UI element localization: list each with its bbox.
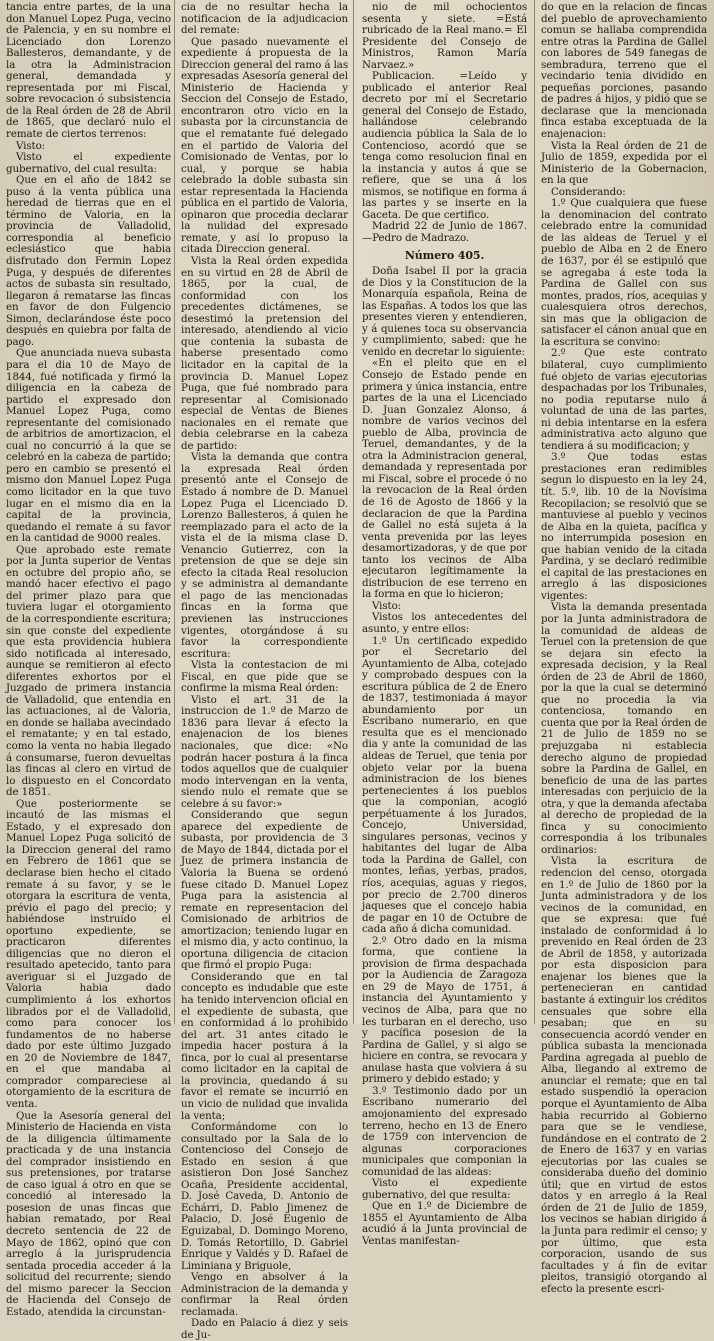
paragraph: Considerando que segun aparece del expediente de subasta, por providencia de 3 de Mayo de 1844, dictada por el Juez de primera instancia de Valoria la Buena se ordenó fuese citado D. Manuel Lopez Puga para la asistencia al remate en representacion del Comisionado de arbitrios de amortizacion; teniendo lugar en el mismo dia, y acto continuo, la oportuna diligencia de citacion que firmó el propio Puga: <box>181 809 348 972</box>
paragraph: Dado en Palacio á diez y seis de Ju- <box>181 1317 348 1341</box>
paragraph: Conformándome con lo consultado por la Sala de lo Contencioso del Consejo de Estado en sesion á que asistieron Don José Sanchez Ocaña, Presidente accidental, D. José Caveda, D. Antonio de Echárri, D. Pablo Jimenez de Palacio, D. José Eugenio de Eguizabal, D. Domingo Moreno, D. Tomás Retortillo, D. Gabriel Enrique y Valdés y D. Rafael de Liminiana y Briguole, <box>181 1121 348 1272</box>
paragraph: Considerando que en tal concepto es indudable que este ha tenido intervencion oficial en el expediente de subasta, que en conformidad á lo prohibido del art. 31 antes citado le impedia hacer postura á la finca, por lo cual al presentarse como licitador en la capital de la provincia, quedando á su favor el remate se incurrió en un vicio de nulidad que invalida la venta; <box>181 970 348 1122</box>
paragraph: Vengo en absolver á la Administracion de la demanda y confirmar la Real órden reclamada. <box>181 1271 348 1318</box>
column-rule <box>353 0 354 1024</box>
paragraph: 2.º Que este contrato bilateral, cuyo cumplimiento fué objeto de varias ejecutorias despachadas por los Tribunales, no podia reputarse nulo á voluntad de una de las partes, ni debia intentarse en la esfera administrativa acto alguno que tendiera á su modificacion; y <box>541 347 707 452</box>
paragraph: 3.º Que todas estas prestaciones eran redimibles segun lo dispuesto en la ley 24, tít. 5.º, lib. 10 de la Novísima Recopilacion; se resolvió que se mantuviese al pueblo y vecinos de Alba en la quieta, pacífica y no interrumpida posesion en que habian venido de la citada Pardina, y se declaró redimible el capital de las prestaciones en arreglo á las disposiciones vigentes: <box>541 451 707 602</box>
paragraph: tancia entre partes, de la una don Manuel Lopez Puga, vecino de Palencia, y en su nombre el Licenciado don Lorenzo Ballesteros, demandante, y de la otra la Administracion general, demandada y representada por mi Fiscal, sobre revocacion ó subsistencia de la Real órden de 28 de Abril de 1865, que declaró nulo el remate de ciertos terrenos: <box>6 1 171 141</box>
paragraph: Vista la Real órden expedida en su virtud en 28 de Abril de 1865, por la cual, de conformidad con los precedentes dictámenes, se desestimó la pretension del interesado, atendiendo al vicio que contenia la subasta de haberse presentado como licitador en la capital de la provincia D. Manuel Lopez Puga, que fué nombrado para representar al Comisionado especial de Ventas de Bienes nacionales en el remate que debia celebrarse en la cabeza de partido: <box>181 255 348 452</box>
column-rule <box>174 0 175 1024</box>
paragraph: Publicacion. =Leído y publicado el anterior Real decreto por mí el Secretario general del Consejo de Estado, hallándose celebrando audiencia pública la Sala de lo Contencioso, acordó que se tenga como resolucion final en la instancia y autos á que se refiere, que se una á los mismos, se notifique en forma á las partes y se inserte en la Gaceta. De que certifico. <box>362 70 527 221</box>
paragraph: Vista la Real órden de 21 de Julio de 1859, expedida por el Ministerio de la Gobernacion, en la que <box>541 139 707 187</box>
paragraph: Que posteriormente se incautó de las mismas el Estado, y el expresado don Manuel Lopez Puga solicitó de la Direccion general del ramo en Febrero de 1861 que se declarase bien hecho el citado remate á su favor, y se le otorgara la escritura de venta, prévio el pago del precio; y habiéndose instruido el oportuno expediente, se practicaron diferentes diligencias que no dieron el resultado apetecido, tanto para averiguar si el Juzgado de Valoria habia dado cumplimiento á los exhortos librados por el de Valladolid, como para conocer los fundamentos de no haberse dado por este último Juzgado en 20 de Noviembre de 1847, en el que mandaba al comprador compareciese al otorgamiento de la escritura de venta. <box>6 797 171 1110</box>
column-3 <box>362 1 527 1247</box>
paragraph: «En el pleito que en el Consejo de Estado pende en primera y única instancia, entre partes de la una el Licenciado D. Juan Gonzalez Alonso, á nombre de varios vecinos del pueblo de Alba, provincia de Teruel, demandantes, y de la otra la Administracion general, demandada y representada por mi Fiscal, sobre el procede ó no la revocacion de la Real órden de 16 de Agosto de 1866 y la declaracion de que la Pardina de Gallel no está sujeta á la venta prevenida por las leyes desamortizadoras, y de que por tanto los vecinos de Alba ejecutaron legítimamente la distribucion de ese terreno en la forma en que lo hicieron; <box>362 357 527 601</box>
column-4 <box>541 1 707 1295</box>
paragraph: 2.º Otro dado en la misma forma, que contiene la provision de firma despachada por la Audiencia de Zaragoza en 29 de Mayo de 1751, á instancia del Ayuntamiento y vecinos de Alba, para que no les turbaran en el derecho, uso y pacífica posesion de la Pardina de Gallel, y si algo se hiciere en contra, se revocara y anulase hasta que volviera á su primero y debido estado; y <box>362 934 527 1086</box>
paragraph: cia de no resultar hecha la notificacion de la adjudicacion del remate: <box>181 1 348 37</box>
paragraph: Vista la contestacion de mi Fiscal, en que pide que se confirme la misma Real órden: <box>181 659 348 695</box>
paragraph: Que aprobado este remate por la Junta superior de Ventas en octubre del propio año, se mandó hacer efectivo el pago del primer plazo para que tuviera lugar el otorgamiento de la correspondiente escritura; sin que conste del expediente que esta providencia hubiera sido notificada al interesado, aunque se remitieron al efecto diferentes exhortos por el Juzgado de primera instancia de Valladolid, que entendia en las actuaciones, al de Valoria, en donde se hallaba avecindado el rematante; y en tal estado, como la venta no habia llegado á consumarse, fueron devueltas las fincas al clero en virtud de lo dispuesto en el Concordato de 1851. <box>6 543 171 799</box>
paragraph: Vista la demanda que contra la expresada Real órden presentó ante el Consejo de Estado á nombre de D. Manuel Lopez Puga el Licenciado D. Lorenzo Ballesteros, á quien he reemplazado para el acto de la vista el de la misma clase D. Venancio Gutierrez, con la pretension de que se deje sin efecto la citada Real resolucion y se administra al demandante el pago de las mencionadas fincas en la forma que previenen las instrucciones vigentes, otorgándose á su favor la correspondiente escritura: <box>181 451 348 660</box>
paragraph: Que en 1.º de Diciembre de 1855 el Ayuntamiento de Alba acudió á la Junta provincial de Ventas manifestan- <box>362 1200 527 1247</box>
paragraph: Vistos los antecedentes del asunto, y entre ellos: <box>362 611 527 635</box>
paragraph: Considerando: <box>551 185 626 198</box>
paragraph: do que en la relacion de fincas del pueblo de aprovechamiento comun se hallaba comprendida entre otras la Pardina de Gallel con labores de 549 fanegas de sembradura, terreno que el vecindario tenia dividido en pequeñas porciones, pasando de padres á hijos, y pidió que se declarase que la mencionada finca estaba exceptuada de la enajenacion: <box>541 1 707 141</box>
paragraph: Visto: <box>16 139 46 152</box>
paragraph: 3.º Testimonio dado por un Escribano numerario del amojonamiento del expresado terreno, hecho en 13 de Enero de 1759 con intervencion de algunas corporaciones municipales que componian la comunidad de las aldeas: <box>362 1084 527 1178</box>
column-rule <box>534 0 535 1024</box>
column-2 <box>181 1 349 1341</box>
paragraph: 1.º Un certificado expedido por el Secretario del Ayuntamiento de Alba, cotejado y comprobado despues con la escritura pública de 2 de Enero de 1837, testimoniada á mayor abundamiento por un Escribano numerario, en que resulta que es el mencionado dia y ante la comunidad de las aldeas de Teruel, que tenia por objeto velar por la buena administracion de los bienes pertenecientes á los pueblos que la componian, acogió perpétuamente á los Jurados, Concejo, Universidad, singulares personas, vecinos y habitantes del lugar de Alba toda la Pardina de Gallel, con montes, leñas, yerbas, prados, ríos, acequias, aguas y riegos, por precio de 2.700 dineros jaqueses que el concejo habia de pagar en 10 de Octubre de cada año á dicha comunidad. <box>362 634 527 936</box>
paragraph: 1.º Que cualquiera que fuese la denominacion del contrato celebrado entre la comunidad de las aldeas de Teruel y el pueblo de Alba en 2 de Enero de 1637, por él se estipuló que se agregaba á este toda la Pardina de Gallel con sus montes, prados, ríos, acequias y cualesquiera otros derechos, sin mas que la obligacion de satisfacer el cánon anual que en la escritura se convino: <box>541 197 707 348</box>
paragraph: Madrid 22 de Junio de 1867.—Pedro de Madrazo. <box>362 220 527 244</box>
paragraph: Visto: <box>372 599 402 612</box>
paragraph: Número 405. <box>404 249 485 263</box>
paragraph: Que la Asesoría general del Ministerio de Hacienda en vista de la diligencia últimamente practicada y de una instancia del comprador insistiendo en sus pretensiones, por tratarse de caso igual á otro en que se concedió al interesado la posesion de unas fincas que habian rematado, por Real decreto sentencia de 22 de Mayo de 1862, opinó que con arreglo á la jurisprudencia sentada procedia acceder á la solicitud del recurrente; siendo del mismo parecer la Seccion de Hacienda del Consejo de Estado, atendida la circunstan- <box>6 1109 171 1318</box>
paragraph: Vista la demanda presentada por la Junta administradora de la comunidad de aldeas de Teruel con la pretension de que se dejara sin efecto la expresada decision, y la Real órden de 23 de Abril de 1860, por la que la cual se determinó que no procedia la via contenciosa, tomando en cuenta que por la Real órden de 21 de Julio de 1859 no se prejuzgaba ni establecia derecho alguno de propiedad sobre la Pardina de Gallel, en beneficio de una de las partes interesadas con perjuicio de la otra, y que la demanda afectaba al derecho de propiedad de la finca y su conocimiento correspondia á los tribunales ordinarios: <box>541 601 707 856</box>
paragraph: Vista la escritura de redencion del censo, otorgada en 1.º de Julio de 1860 por la Junta administradora y de los vecinos de la comunidad, en que se expresa: que fué instalado de conformidad á lo prevenido en Real órden de 23 de Abril de 1858, y autorizada por esta disposicion para enajenar los bienes que la pertenecieran en cantidad bastante á extinguir los créditos censuales que sobre ella pesaban; que en su consecuencia acordó vender en pública subasta la mencionada Pardina agregada al pueblo de Alba, llegando al extremo de anunciar el remate; que en tal estado suspendió la operacion porque el Ayuntamiento de Alba habia recurrido al Gobierno para que se le vendiese, fundándose en el contrato de 2 de Enero de 1637 y en varias ejecutorias por las cuales se consideraba dueño del dominio útil; que en virtud de estos datos y en arreglo á la Real órden de 21 de Julio de 1859, los vecinos se habian dirigido á la Junta para redimir el censo; y por último, que esta corporacion, usando de sus facultades y á fin de evitar pleitos, transigió otorgando al efecto la presente escri- <box>541 855 707 1295</box>
paragraph: Visto el art. 31 de la instruccion de 1.º de Marzo de 1836 para llevar á efecto la enajenacion de los bienes nacionales, que dice: «No podrán hacer postura á la finca todos aquellos que de cualquier modo intervengan en la venta, siendo nulo el remate que se celebre á su favor:» <box>181 693 348 810</box>
column-1 <box>6 1 171 1318</box>
paragraph: Que pasado nuevamente el expediente á propuesta de la Direccion general del ramo á las expresadas Asesoría general del Ministerio de Hacienda y Seccion del Consejo de Estado, encontraron otro vicio en la subasta por la circunstancia de que el rematante fué delegado en el partido de Valoria del Comisionado de Ventas, por lo cual, y porque se habia celebrado la doble subasta sin estar representada la Hacienda pública en el partido de Valoria, opinaron que procedia declarar la nulidad del expresado remate, y así lo propuso la citada Direccion general. <box>181 35 349 256</box>
paragraph: Doña Isabel II por la gracia de Dios y la Constitucion de la Monarquía española, Reina de las Españas. A todos los que las presentes vieren y entendieren, y á quienes toca su observancia y cumplimiento, sabed: que he venido en decretar lo siguiente: <box>362 265 527 358</box>
paragraph: nio de mil ochocientos sesenta y siete. =Está rubricado de la Real mano.= El Presidente del Consejo de Ministros, Ramon María Narvaez.» <box>362 1 527 71</box>
paragraph: Que anunciada nueva subasta para el dia 10 de Mayo de 1844, fué notificada y firmó la diligencia en la cabeza de partido el expresado don Manuel Lopez Puga, como representante del comisionado de arbitrios de amortizacion, el cual no concurrió á la que se celebró en la cabeza de partido; pero en cambio se presentó el mismo don Manuel Lopez Puga como licitador en la que tuvo lugar en el mismo dia en la capital de la provincia, quedando el remate á su favor en la cantidad de 9000 reales. <box>6 347 171 545</box>
paragraph: Que en el año de 1842 se puso á la venta pública una heredad de tierras que en el término de Valoria, en la provincia de Valladolid, correspondia al beneficio eclesiástico que habia disfrutado don Fermin Lopez Puga, y después de diferentes actos de subasta sin resultado, llegaron á rematarse las fincas en favor de don Fulgencio Simon, declarándose éste poco después en quiebra por falta de pago. <box>6 174 171 348</box>
paragraph: Visto el expediente gubernativo, del cual resulta: <box>6 151 171 175</box>
paragraph: Visto el expediente gubernativo, del que resulta: <box>362 1177 527 1201</box>
